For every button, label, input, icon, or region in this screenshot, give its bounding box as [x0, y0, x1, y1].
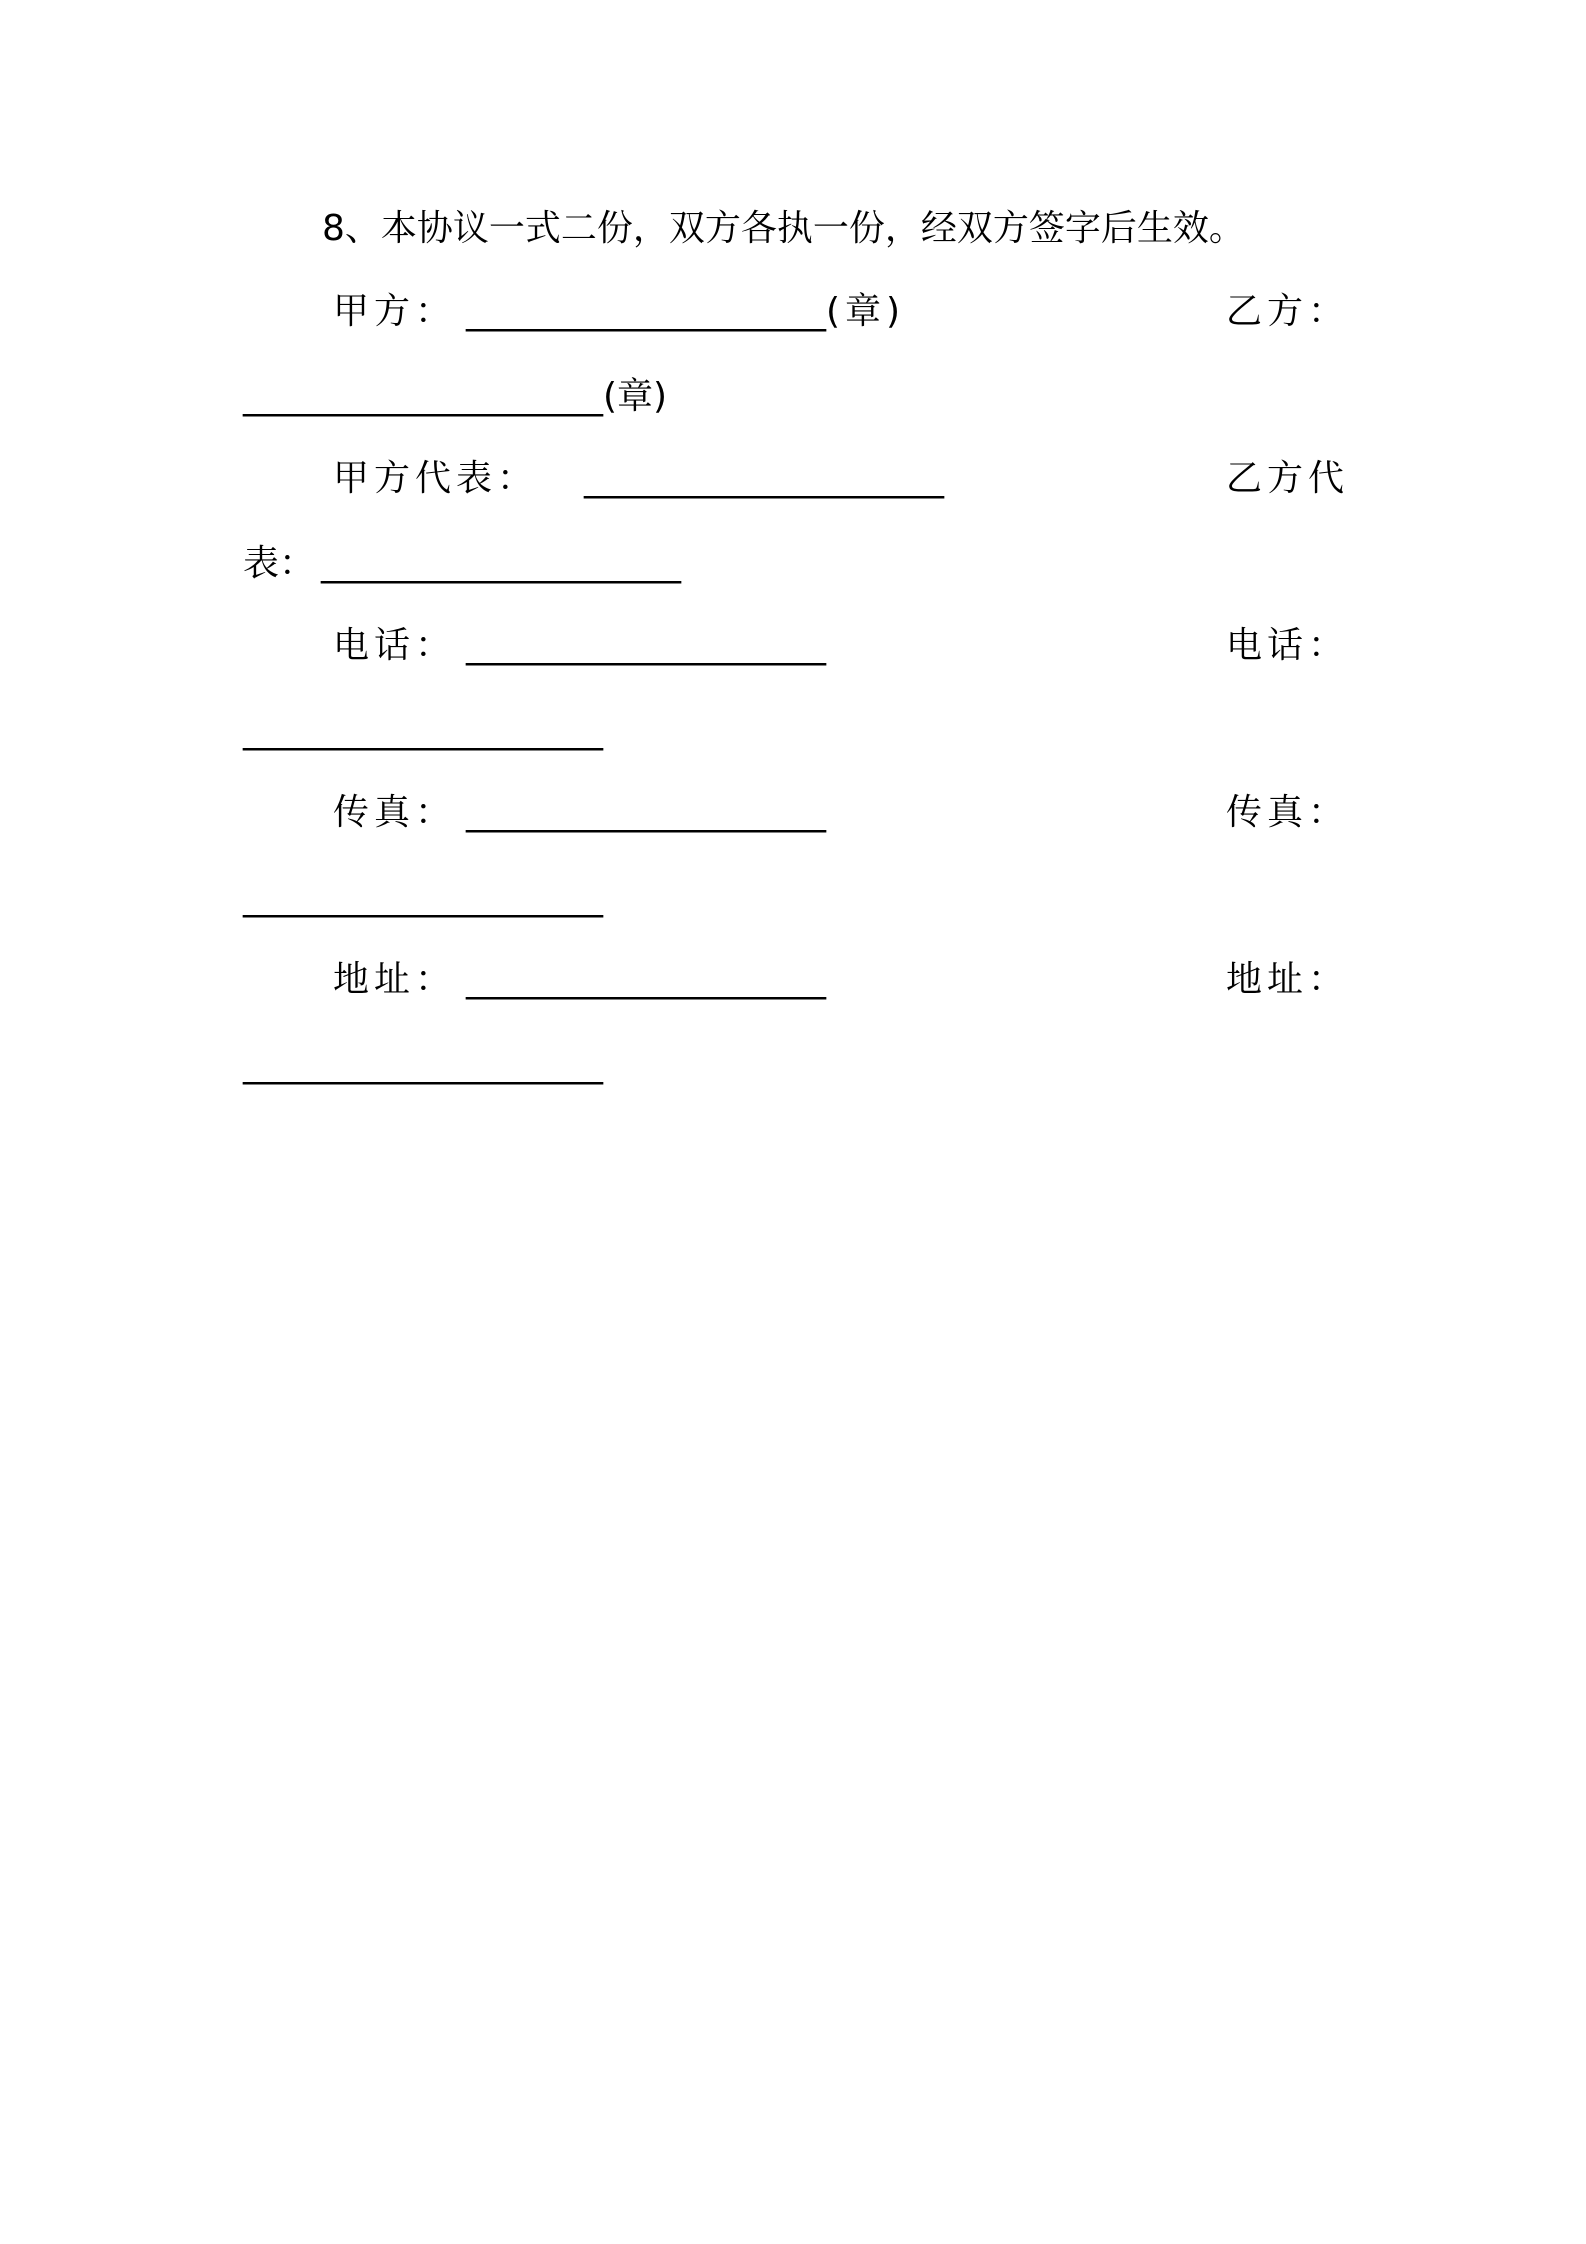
party-a-seal: (章) — [826, 291, 906, 332]
party-b-seal: (章) — [603, 376, 668, 417]
address-b-label-line — [1226, 958, 1349, 1002]
rep-a-label: 甲方代表： — [333, 458, 539, 499]
phone-b-label: 电话： — [1226, 625, 1350, 666]
address-b-blank-line — [243, 1043, 603, 1087]
address-a-label: 地址： — [333, 959, 457, 1000]
fax-a-label: 传真： — [333, 792, 457, 833]
clause-text: 8、本协议一式二份，双方各执一份，经双方签字后生效。 — [322, 208, 1245, 249]
party-b-label-line — [1226, 290, 1349, 334]
phone-b-blank-line — [243, 709, 603, 753]
rep-b-label-line1 — [1226, 457, 1349, 501]
party-a-line — [333, 290, 905, 334]
address-b-label: 地址： — [1226, 959, 1350, 1000]
party-b-label: 乙方： — [1226, 291, 1350, 332]
fax-b-label: 传真： — [1226, 792, 1350, 833]
address-a-line — [333, 958, 826, 1002]
fax-b-label-line — [1226, 791, 1349, 835]
phone-b-label-line — [1226, 624, 1349, 668]
rep-a-line — [333, 457, 944, 501]
fax-b-blank-line — [243, 876, 603, 920]
phone-a-label: 电话： — [333, 625, 457, 666]
rep-b-blank: ____________________ — [321, 543, 682, 584]
clause-8 — [322, 207, 1245, 251]
party-b-blank: ____________________ — [243, 376, 603, 417]
rep-a-blank: ____________________ — [584, 458, 945, 499]
rep-b-label-part1: 乙方代 — [1226, 458, 1350, 499]
address-b-blank: ____________________ — [243, 1044, 603, 1085]
fax-b-blank: ____________________ — [243, 877, 603, 918]
party-a-blank: ____________________ — [466, 291, 827, 332]
party-a-label: 甲方： — [333, 291, 457, 332]
phone-a-line — [333, 624, 826, 668]
party-b-blank-line — [243, 375, 667, 419]
address-a-blank: ____________________ — [466, 959, 827, 1000]
fax-a-blank: ____________________ — [466, 792, 827, 833]
phone-a-blank: ____________________ — [466, 625, 827, 666]
rep-b-label-part2: 表： — [243, 543, 316, 584]
phone-b-blank: ____________________ — [243, 710, 603, 751]
fax-a-line — [333, 791, 826, 835]
rep-b-label-line2 — [243, 542, 681, 586]
